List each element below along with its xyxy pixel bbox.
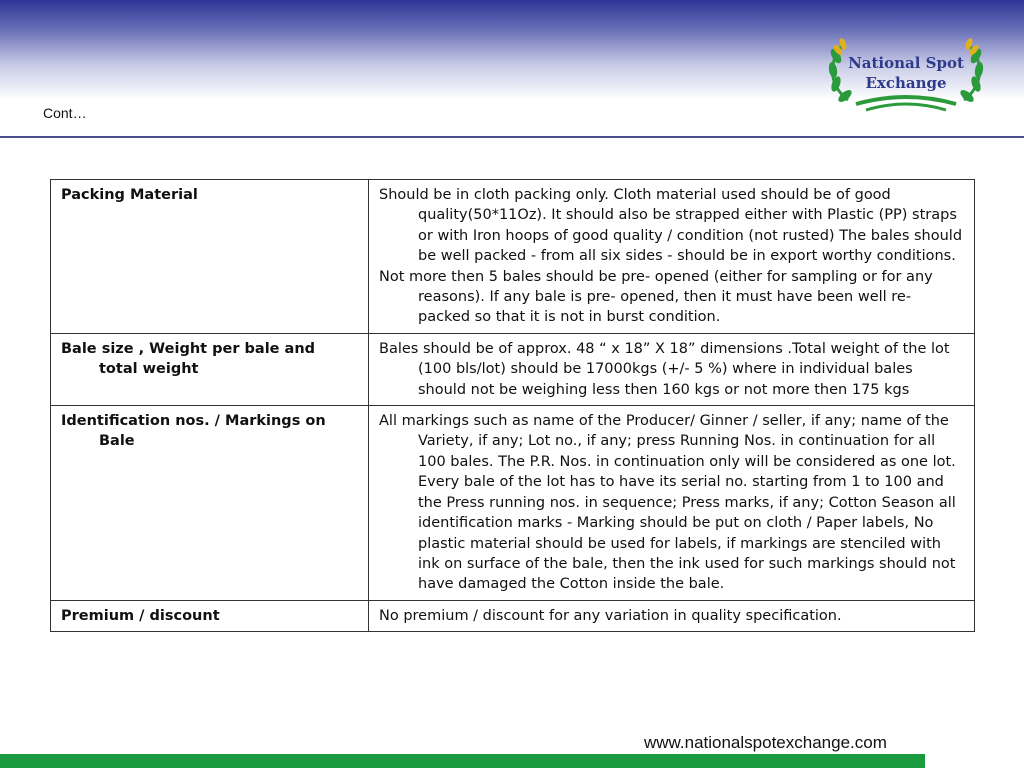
table-row [51, 406, 975, 601]
description-paragraph: Should be in cloth packing only. Cloth material used should be of good quality(50*11Oz). It should also be strapped either with Plastic (PP) straps or with Iron hoops of good quality / condition (not rusted) The bales should be well packed - from all six sides - should be in export worthy conditions. [379, 187, 963, 265]
row-label: Identification nos. / Markings on Bale [51, 406, 369, 601]
row-description [369, 333, 975, 405]
table-row [51, 333, 975, 405]
slide-subtitle: Cont… [43, 105, 87, 121]
row-description [369, 180, 975, 334]
description-paragraph: Not more then 5 bales should be pre- opened (either for sampling or for any reasons). If any bale is pre- opened, then it must have been well re- packed so that it is not in burst condition. [379, 268, 933, 326]
description-paragraph: Bales should be of approx. 48 “ x 18” X 18” dimensions .Total weight of the lot (100 bls/lot) should be 17000kgs (+/- 5 %) where in individual bales should not be weighing less then 160 kgs or not more then 175 kgs [379, 340, 950, 398]
description-paragraph: No premium / discount for any variation in quality specification. [379, 607, 842, 624]
specification-table [50, 179, 975, 632]
row-description [369, 406, 975, 601]
wheat-wreath-icon [826, 30, 986, 115]
logo-line-1: National Spot [848, 54, 964, 72]
header-divider [0, 136, 1024, 138]
row-label: Premium / discount [51, 600, 369, 631]
table-row [51, 180, 975, 334]
national-spot-exchange-logo [826, 30, 986, 115]
description-paragraph: All markings such as name of the Producer/ Ginner / seller, if any; name of the Variety, if any; Lot no., if any; press Running Nos. in continuation for all 100 bales. The P.R. Nos. in continuation only will be considered as one lot. Every bale of the lot has to have its serial no. starting from 1 to 100 and the Press running nos. in sequence; Press marks, if any; Cotton Season all identification marks - Marking should be put on cloth / Paper labels, No plastic material should be used for labels, if markings are stenciled with ink on surface of the bale, then the ink used for such markings should not have damaged the Cotton inside the bale. [379, 413, 956, 593]
row-label: Packing Material [51, 180, 369, 334]
row-description [369, 600, 975, 631]
website-url[interactable]: www.nationalspotexchange.com [644, 733, 887, 752]
footer-bar [0, 754, 925, 768]
table-row [51, 600, 975, 631]
logo-line-2: Exchange [865, 74, 947, 92]
row-label: Bale size , Weight per bale and total weight [51, 333, 369, 405]
